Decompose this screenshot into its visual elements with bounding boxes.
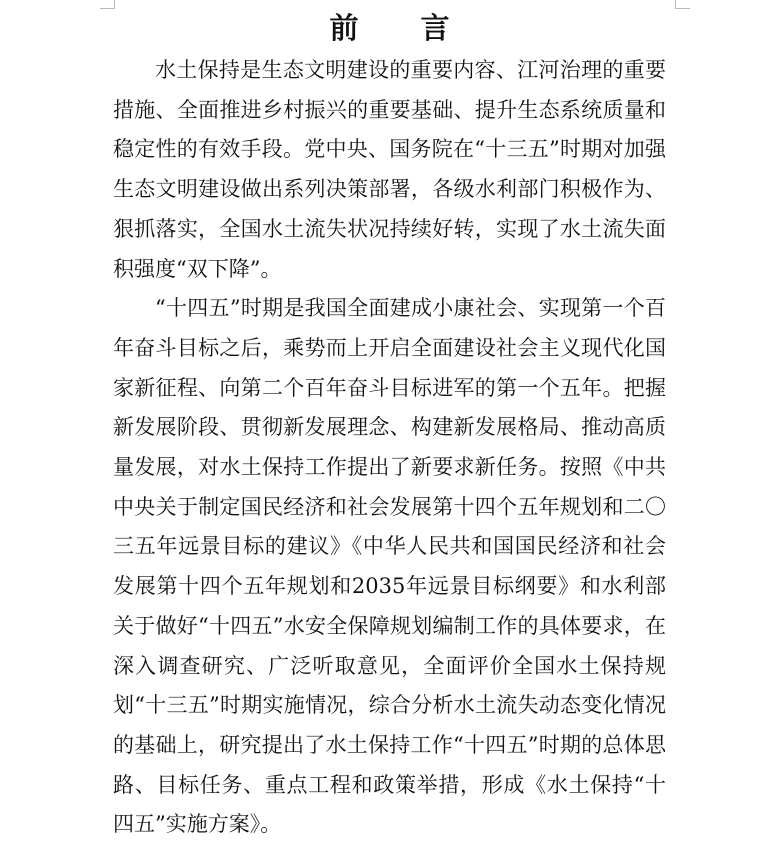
paragraph-2: “十四五”时期是我国全面建成小康社会、实现第一个百年奋斗目标之后，乘势而上开启全面建设社会主义现代化国家新征程、向第二个百年奋斗目标进军的第一个五年。把握新发展阶段、贯彻新发展理念、构建新发展格局、推动高质量发展，对水土保持工作提出了新要求新任务。按照《中共中央关于制定国民经济和社会发展第十四个五年规划和二〇三五年远景目标的建议》《中华人民共和国国民经济和社会发展第十四个五年规划和2035年远景目标纲要》和水利部关于做好“十四五”水安全保障规划编制工作的具体要求，在深入调查研究、广泛听取意见，全面评价全国水土保持规划“十三五”时期实施情况，综合分析水土流失动态变化情况的基础上，研究提出了水土保持工作“十四五”时期的总体思路、目标任务、重点工程和政策举措，形成《水土保持“十四五”实施方案》。 xyxy=(113,296,666,837)
paragraph-1: 水土保持是生态文明建设的重要内容、江河治理的重要措施、全面推进乡村振兴的重要基础、提升生态系统质量和稳定性的有效手段。党中央、国务院在“十三五”时期对加强生态文明建设做出系列决策部署，各级水利部门积极作为、狠抓落实，全国水土流失状况持续好转，实现了水土流失面积强度“双下降”。 xyxy=(113,58,666,281)
page-title: 前 言 xyxy=(329,11,476,45)
document-body xyxy=(113,51,666,845)
